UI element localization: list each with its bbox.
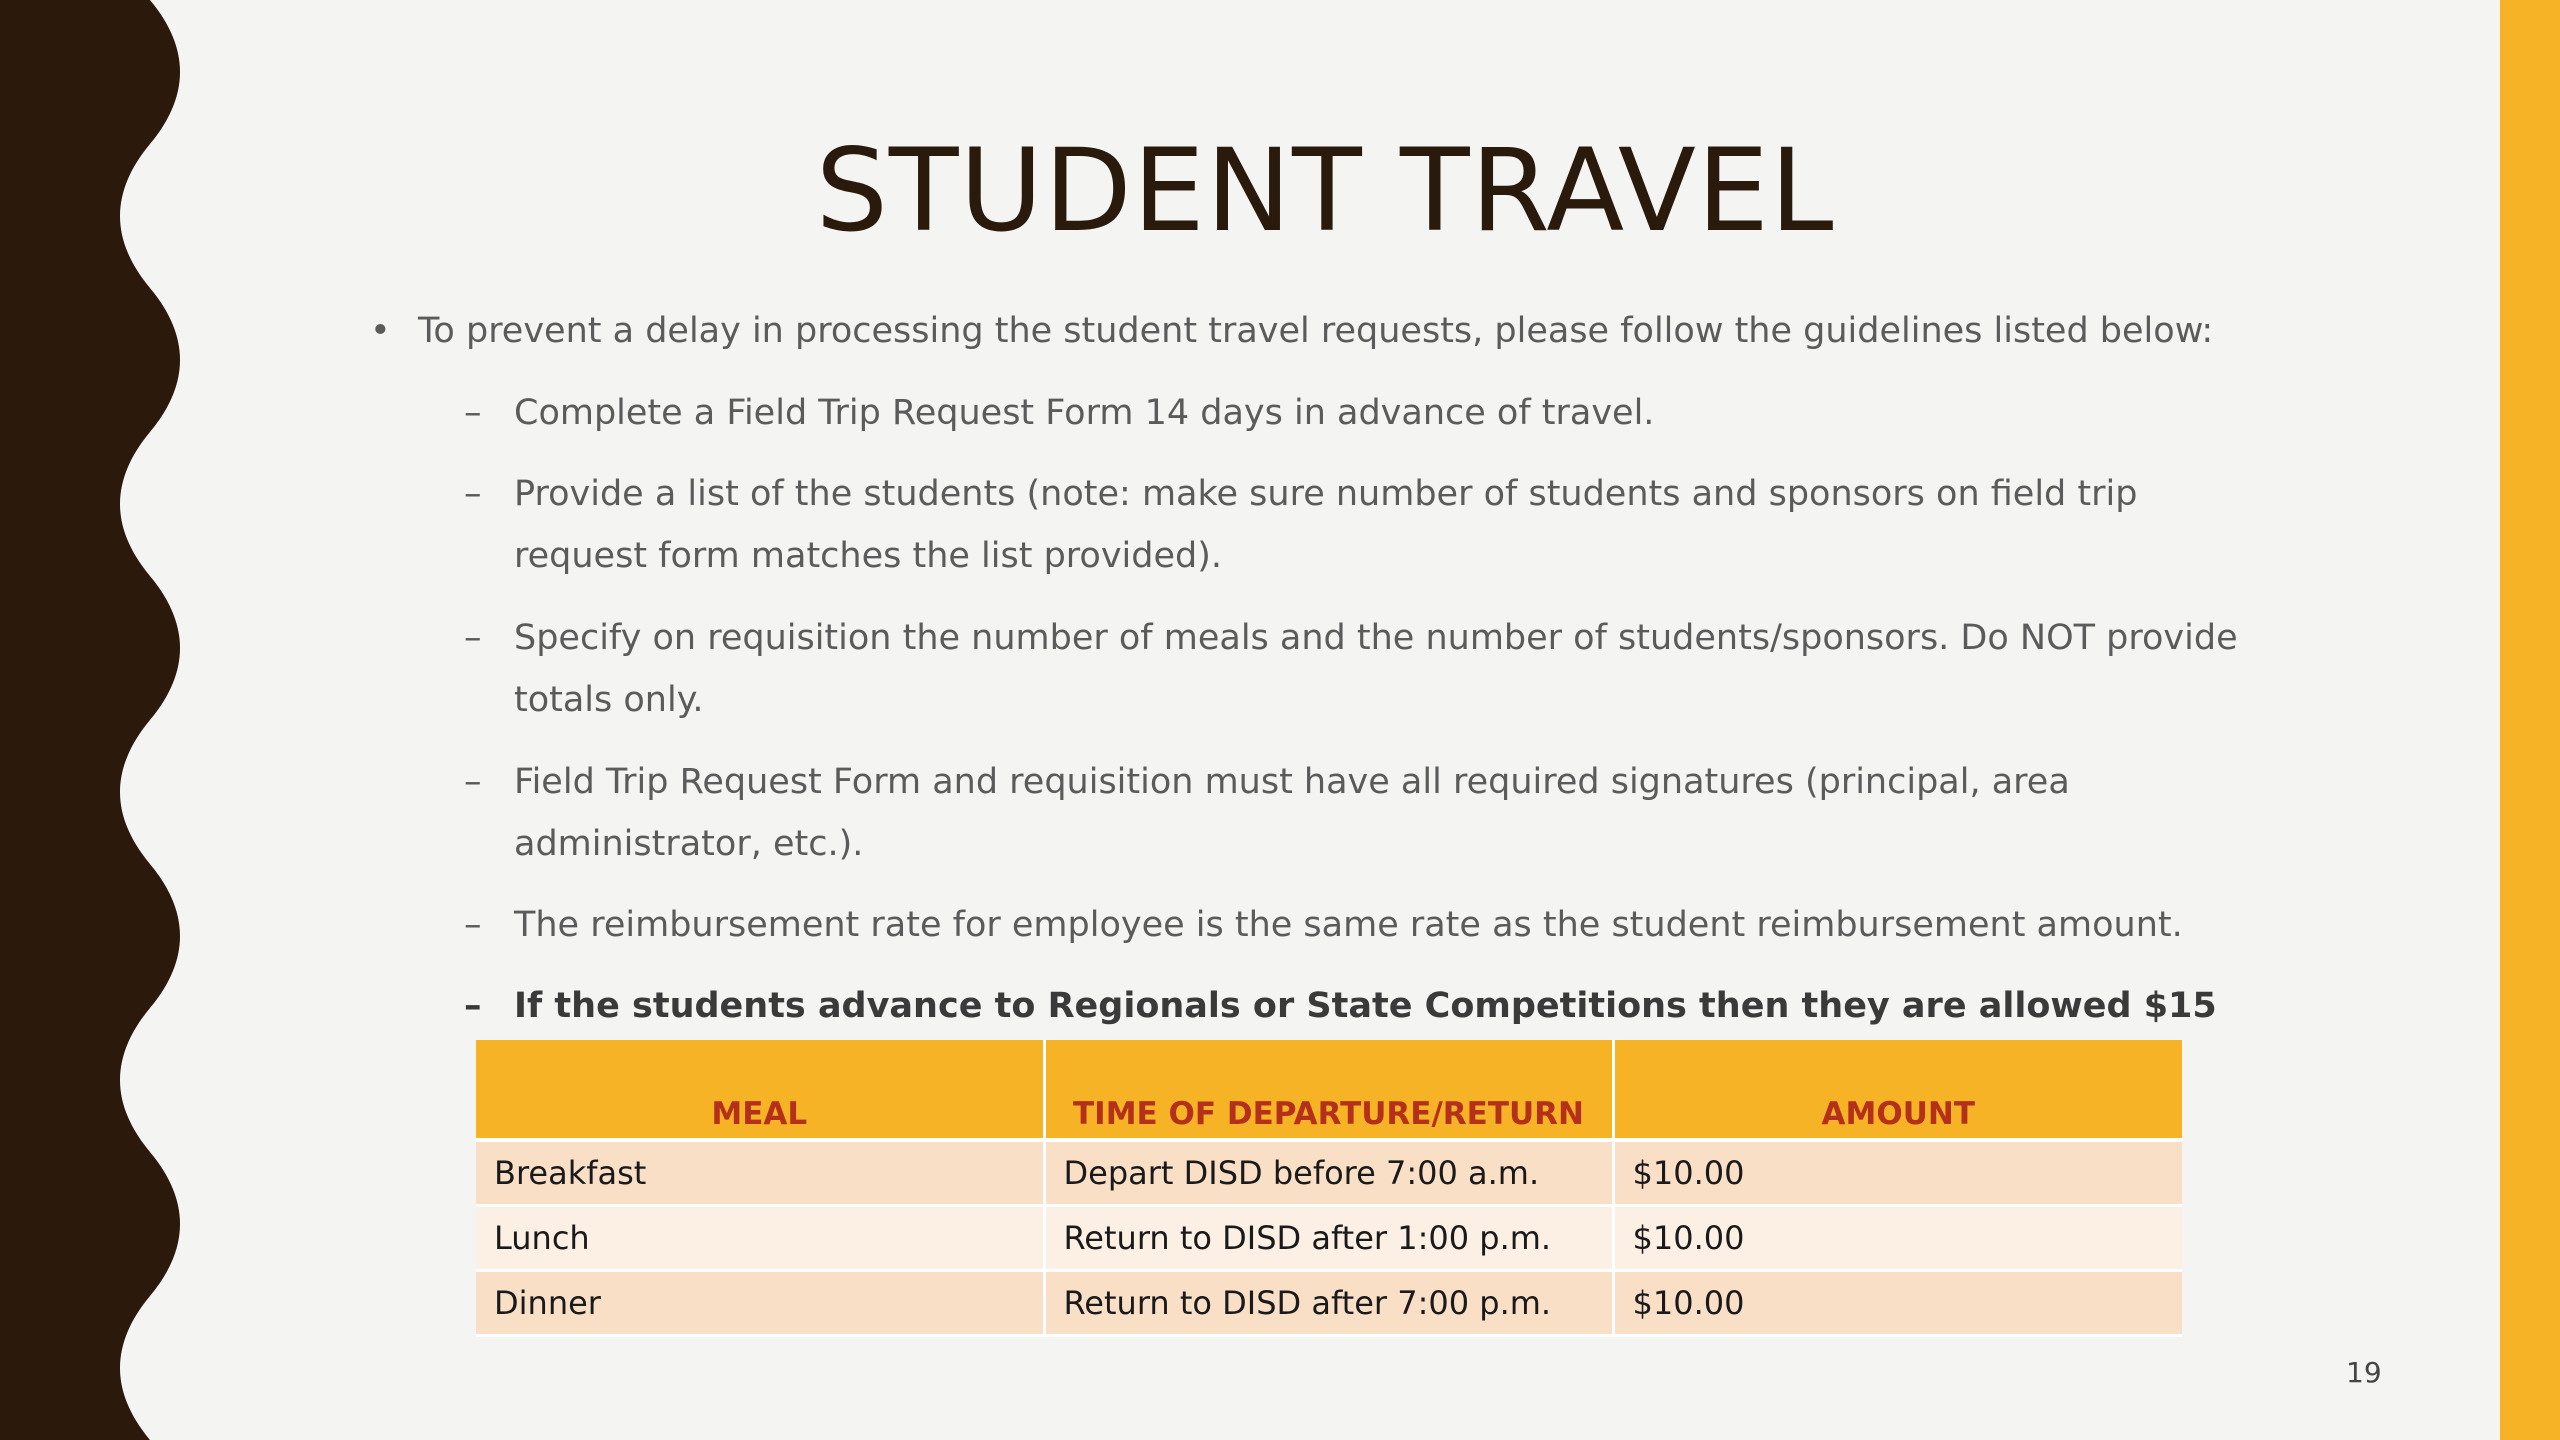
header-meal: MEAL [476,1040,1044,1140]
guideline-text: Complete a Field Trip Request Form 14 days in advance of travel. [514,393,1655,433]
meal-reimbursement-table [476,1040,2182,1337]
dash-marker: – [464,393,482,433]
amount-cell: $10.00 [1613,1271,2182,1336]
amount-cell: $10.00 [1613,1206,2182,1271]
guideline-item [464,751,2254,875]
time-cell: Return to DISD after 1:00 p.m. [1044,1206,1613,1271]
dash-marker: – [464,618,482,658]
time-cell: Return to DISD after 7:00 p.m. [1044,1271,1613,1336]
intro-bullet [370,300,2218,362]
guideline-item [464,607,2254,731]
table-header-row [476,1040,2182,1140]
table-row [476,1271,2182,1336]
table-row [476,1206,2182,1271]
guideline-text: The reimbursement rate for employee is the same rate as the student reimbursement amount. [514,905,2183,945]
table-row [476,1140,2182,1206]
dash-marker: – [464,474,482,514]
meal-cell: Dinner [476,1271,1044,1336]
guideline-text: If the students advance to Regionals or State Competitions then they are allowed $15 [514,986,2217,1026]
slide-title: STUDENT TRAVEL [815,124,1835,257]
guideline-text: Specify on requisition the number of meals and the number of students/sponsors. Do NOT provide totals only. [514,618,2238,720]
header-time: TIME OF DEPARTURE/RETURN [1044,1040,1613,1140]
guideline-item [464,463,2254,587]
page-number: 19 [2346,1356,2382,1389]
time-cell: Depart DISD before 7:00 a.m. [1044,1140,1613,1206]
guideline-text: Field Trip Request Form and requisition must have all required signatures (principal, area administrator, etc.). [514,762,2070,864]
guideline-item [464,894,2254,956]
meal-cell: Breakfast [476,1140,1044,1206]
meal-cell: Lunch [476,1206,1044,1271]
dash-marker: – [464,986,482,1026]
amount-cell: $10.00 [1613,1140,2182,1206]
dash-marker: – [464,905,482,945]
dash-marker: – [464,762,482,802]
guideline-item [464,382,2254,444]
bullet-marker: • [370,311,391,351]
intro-text: To prevent a delay in processing the student travel requests, please follow the guidelines listed below: [418,311,2214,351]
header-amount: AMOUNT [1613,1040,2182,1140]
guideline-text: Provide a list of the students (note: make sure number of students and sponsors on field trip request form matches the list provided). [514,474,2138,576]
